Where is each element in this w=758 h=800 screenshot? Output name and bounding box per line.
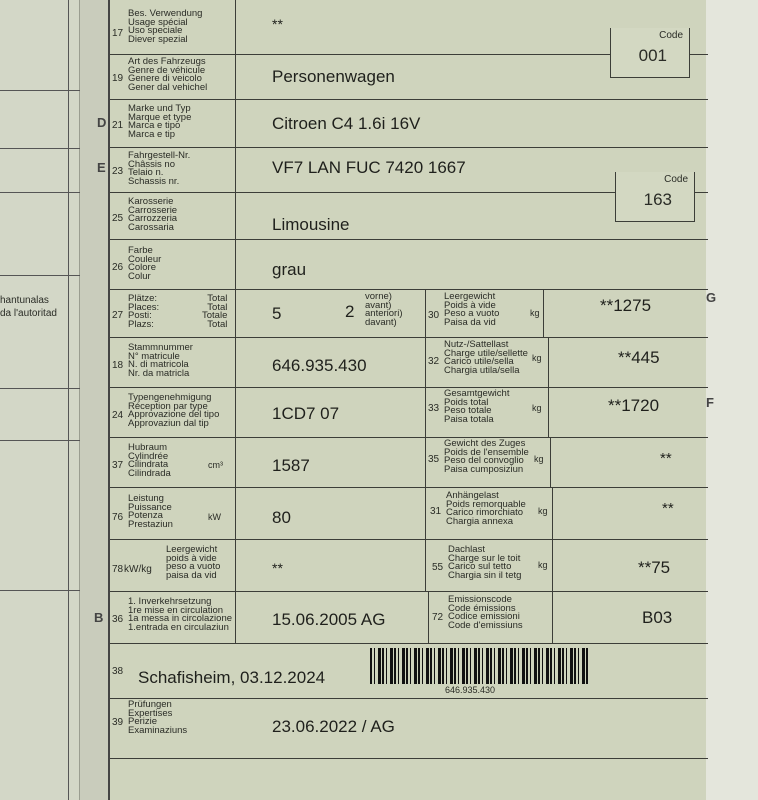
empty-weight-value: **1275	[600, 296, 652, 315]
column-divider	[235, 55, 236, 100]
field-number: 32	[428, 356, 440, 367]
field-number: 39	[112, 717, 124, 728]
side-marker-g: G	[706, 290, 717, 305]
field-number: 76	[112, 512, 124, 523]
field-number: 55	[432, 562, 444, 573]
field-label: 1. Inverkehrsetzung 1re mise en circulation 1a messa in circolazione 1.entrada en circulaziun	[128, 596, 233, 633]
field-number: 33	[428, 403, 440, 414]
field-label: Gewicht des Zuges Poids de l'ensemble Peso del convoglio Paisa cumposiziun	[444, 438, 529, 475]
column-divider	[235, 240, 236, 290]
field-label: Nutz-/Sattellast Charge utile/sellette Carico utile/sella Chargia utila/sella	[444, 339, 528, 376]
color-value: grau	[272, 260, 307, 279]
field-number: 30	[428, 310, 440, 321]
left-page-text: hantunalas	[0, 295, 49, 306]
body-type-code: 163	[643, 190, 672, 209]
column-divider	[425, 338, 426, 388]
power-weight-ratio-value: **	[272, 560, 283, 576]
field-number: 24	[112, 410, 124, 421]
left-page-rule	[0, 90, 80, 91]
field-label: Farbe Couleur Colore Colur	[128, 245, 162, 282]
seats-total-value: 5	[272, 304, 282, 323]
field-label: Gesamtgewicht Poids total Peso totale Paisa totala	[444, 388, 510, 425]
column-divider	[235, 0, 236, 55]
field-number: 19	[112, 73, 124, 84]
field-number: 72	[432, 612, 444, 623]
unit-label: kg	[530, 308, 540, 318]
left-page-line	[68, 0, 69, 800]
field-label: Marke und Typ Marque et type Marca e tipo Marca e tip	[128, 103, 192, 140]
vehicle-type-value: Personenwagen	[272, 67, 395, 86]
front-seats-label: vorne) avant) anteriori) davant)	[365, 291, 403, 328]
row-36-72	[110, 592, 708, 644]
column-divider	[543, 290, 544, 338]
row-27-30	[110, 290, 708, 338]
row-39	[110, 699, 708, 759]
row-24-33	[110, 388, 708, 438]
field-label: Leistung Puissance Potenza Prestaziun	[128, 493, 173, 530]
field-label: Dachlast Charge sur le toit Carico sul tetto Chargia sin il tetg	[448, 544, 522, 581]
unit-label: kW	[208, 512, 221, 522]
unit-label: kW/kg	[124, 564, 152, 575]
field-label: Emissionscode Code émissions Codice emissioni Code d'emissiuns	[448, 594, 523, 631]
field-label: Stammnummer N° matricule N. di matricola Nr. da matricla	[128, 342, 193, 379]
matriculation-number-value: 646.935.430	[272, 356, 367, 375]
column-divider	[552, 488, 553, 540]
left-page-text: da l'autoritad	[0, 308, 57, 319]
column-divider	[548, 388, 549, 438]
row-78-55	[110, 540, 708, 592]
code-label: Code	[659, 30, 683, 41]
unit-label: kg	[538, 560, 548, 570]
column-divider	[235, 488, 236, 540]
field-label: Leergewicht Poids à vide Peso a vuoto Paisa da vid	[444, 291, 500, 328]
column-divider	[235, 338, 236, 388]
left-page	[0, 0, 80, 800]
column-divider	[235, 540, 236, 592]
field-label: Hubraum Cylindrée Cilindrata Cilindrada	[128, 442, 171, 479]
field-label: Plätze: Places: Posti: Plazs:	[128, 293, 160, 330]
column-divider	[235, 290, 236, 338]
inspection-value: 23.06.2022 / AG	[272, 717, 395, 736]
column-divider	[425, 540, 426, 592]
row-26	[110, 240, 708, 290]
column-divider	[425, 290, 426, 338]
code-label: Code	[664, 174, 688, 185]
seats-total-label: Total Total Totale Total	[202, 293, 228, 330]
field-label: Bes. Verwendung Usage spécial Uso speciale Diever spezial	[128, 8, 203, 45]
field-number: 35	[428, 454, 440, 465]
unit-label: kg	[532, 403, 542, 413]
left-page-rule	[0, 148, 80, 149]
column-divider	[425, 488, 426, 540]
field-number: 78	[112, 564, 124, 575]
column-divider	[552, 592, 553, 644]
field-label: Typengenehmigung Réception par type Approvazione del tipo Approvaziun dal tip	[128, 392, 220, 429]
payload-value: **445	[618, 348, 660, 367]
field-label: Anhängelast Poids remorquable Carico rimorchiato Chargia annexa	[446, 490, 526, 527]
trailer-load-value: **	[662, 500, 674, 517]
row-18-32	[110, 338, 708, 388]
type-approval-value: 1CD7 07	[272, 404, 340, 423]
field-number: 26	[112, 262, 124, 273]
roof-load-value: **75	[638, 558, 671, 577]
unit-label: kg	[532, 353, 542, 363]
left-page-rule	[0, 192, 80, 193]
total-weight-value: **1720	[608, 396, 660, 415]
unit-label: kg	[538, 506, 548, 516]
field-number: 37	[112, 460, 124, 471]
unit-label: kg	[534, 454, 544, 464]
left-page-rule	[0, 440, 80, 441]
field-number: 25	[112, 213, 124, 224]
field-number: 23	[112, 166, 124, 177]
column-divider	[235, 100, 236, 148]
unit-label: cm³	[208, 460, 223, 470]
field-number: 31	[430, 506, 442, 517]
column-divider	[235, 148, 236, 193]
chassis-number-value: VF7 LAN FUC 7420 1667	[272, 158, 466, 177]
train-weight-value: **	[660, 450, 672, 467]
row-37-35	[110, 438, 708, 488]
field-label: Prüfungen Expertises Perizie Examinaziuns	[128, 699, 188, 736]
power-value: 80	[272, 508, 291, 527]
left-page-rule	[0, 275, 80, 276]
field-label: Karosserie Carrosserie Carrozzeria Carossaria	[128, 196, 178, 233]
column-divider	[425, 388, 426, 438]
column-divider	[550, 438, 551, 488]
emission-code-value: B03	[642, 608, 673, 627]
barcode-icon	[370, 648, 590, 684]
column-divider	[235, 592, 236, 644]
displacement-value: 1587	[272, 456, 310, 475]
column-divider	[425, 438, 426, 488]
left-page-rule	[0, 590, 80, 591]
field-number: 27	[112, 310, 124, 321]
column-divider	[235, 193, 236, 240]
column-divider	[428, 592, 429, 644]
field-number: 36	[112, 614, 124, 625]
side-marker-b: B	[94, 610, 104, 625]
vehicle-type-code: 001	[638, 46, 667, 65]
make-model-value: Citroen C4 1.6i 16V	[272, 114, 421, 133]
first-registration-value: 15.06.2005 AG	[272, 610, 386, 629]
field-label: Art des Fahrzeugs Genre de véhicule Genere di veicolo Gener dal vehichel	[128, 56, 208, 93]
row-21	[110, 100, 708, 148]
side-marker-e: E	[97, 160, 106, 175]
row-76-31	[110, 488, 708, 540]
body-type-code-box	[615, 172, 695, 222]
column-divider	[235, 438, 236, 488]
field-number: 21	[112, 120, 124, 131]
barcode-number: 646.935.430	[445, 685, 496, 695]
field-number: 18	[112, 360, 124, 371]
vehicle-type-code-box	[610, 28, 690, 78]
special-use-value: **	[272, 16, 283, 32]
field-label: Fahrgestell-Nr. Châssis no Telaio n. Schassis nr.	[128, 150, 191, 187]
field-number: 38	[112, 666, 124, 677]
column-divider	[235, 388, 236, 438]
field-number: 17	[112, 28, 124, 39]
left-page-rule	[0, 388, 80, 389]
field-label: Leergewicht poids à vide peso a vuoto paisa da vid	[166, 544, 221, 581]
issue-place-date-value: Schafisheim, 03.12.2024	[138, 668, 326, 687]
side-marker-d: D	[97, 115, 107, 130]
column-divider	[552, 540, 553, 592]
body-type-value: Limousine	[272, 215, 350, 234]
front-seats-value: 2	[345, 302, 355, 321]
column-divider	[548, 338, 549, 388]
side-marker-f: F	[706, 395, 714, 410]
